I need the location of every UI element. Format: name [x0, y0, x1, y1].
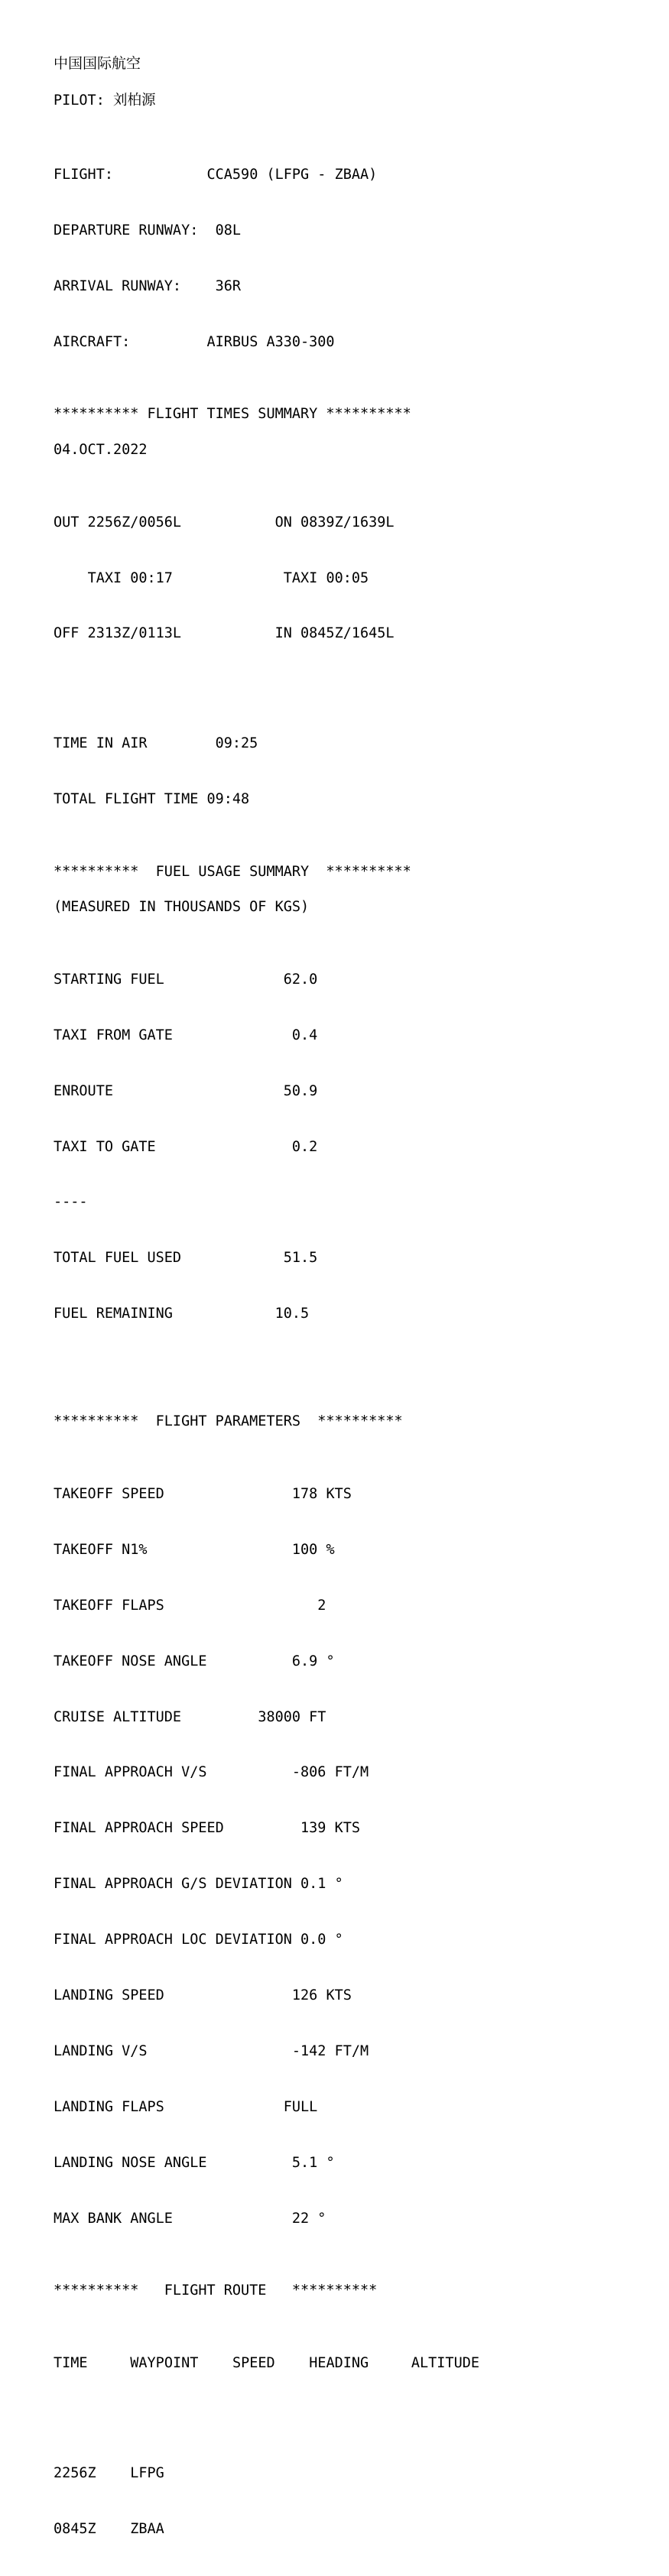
route-row — [54, 2520, 669, 2539]
departure-runway-label: DEPARTURE RUNWAY: — [54, 222, 199, 238]
flight-row — [54, 166, 669, 184]
fuel-total-row — [54, 1249, 669, 1267]
param-pad — [206, 2155, 291, 2171]
fuel-remaining-row — [54, 1305, 669, 1323]
param-gap — [300, 1709, 309, 1725]
param-unit: % — [326, 1541, 335, 1558]
flight-label: FLIGHT: — [54, 166, 113, 183]
param-row — [54, 2042, 669, 2061]
route-waypoint: ZBAA — [130, 2520, 164, 2537]
param-pad — [181, 1709, 258, 1725]
fuel-pad — [164, 972, 284, 988]
param-value: -142 — [291, 2042, 326, 2059]
param-pad — [206, 1764, 291, 1780]
param-label: TAKEOFF N1% — [54, 1541, 148, 1558]
flight-header-block — [54, 128, 669, 388]
route-col-waypoint: WAYPOINT — [130, 2355, 199, 2372]
param-value: 0.0 — [300, 1932, 326, 1948]
param-unit: FT/M — [334, 1764, 369, 1781]
off-in-pad — [181, 625, 275, 641]
param-gap — [326, 1820, 334, 1836]
param-unit: KTS — [326, 1486, 352, 1502]
param-unit: KTS — [334, 1820, 360, 1837]
param-unit: ° — [317, 2210, 326, 2227]
param-gap — [326, 1876, 334, 1892]
fuel-divider: ---- — [54, 1194, 88, 1211]
param-pad — [164, 1598, 317, 1614]
fuel-label: TAXI TO GATE — [54, 1138, 156, 1155]
param-row — [54, 1485, 669, 1504]
param-gap — [326, 1932, 334, 1948]
route-column-headers — [54, 2318, 669, 2410]
total-flight-time-row: TOTAL FLIGHT TIME 09:48 — [54, 790, 250, 807]
fuel-remaining-value: 10.5 — [274, 1306, 310, 1322]
param-label: LANDING V/S — [54, 2042, 148, 2059]
param-row — [54, 1708, 669, 1727]
param-unit: FT/M — [334, 2042, 369, 2059]
flight-parameters-table — [54, 1448, 669, 2265]
route-header-pad — [369, 2355, 411, 2371]
route-col-altitude: ALTITUDE — [411, 2355, 479, 2372]
param-gap — [326, 1598, 334, 1614]
param-unit: ° — [334, 1876, 343, 1893]
aircraft-row — [54, 333, 669, 352]
param-gap — [317, 1542, 326, 1558]
aircraft-value: AIRBUS A330-300 — [206, 333, 335, 350]
param-row — [54, 2154, 669, 2172]
param-label: TAKEOFF FLAPS — [54, 1597, 164, 1614]
route-time: 2256Z — [54, 2464, 96, 2481]
param-pad — [164, 2099, 284, 2115]
fuel-row — [54, 1082, 669, 1101]
param-value: 178 — [291, 1486, 318, 1502]
fuel-pad — [173, 1027, 292, 1043]
flight-duration-block — [54, 697, 669, 845]
param-label: TAKEOFF NOSE ANGLE — [54, 1653, 207, 1669]
taxi-row — [54, 569, 669, 588]
param-value: 5.1 — [291, 2154, 318, 2171]
param-row — [54, 1763, 669, 1782]
param-gap — [326, 2043, 334, 2059]
param-value: 22 — [291, 2210, 310, 2227]
route-col-time: TIME — [54, 2355, 88, 2372]
route-header-pad — [275, 2355, 310, 2371]
param-label: TAKEOFF SPEED — [54, 1486, 164, 1502]
route-row — [54, 2464, 669, 2483]
param-pad — [224, 1820, 300, 1836]
aircraft-label: AIRCRAFT: — [54, 333, 131, 350]
param-label: FINAL APPROACH SPEED — [54, 1820, 224, 1837]
fuel-label: STARTING FUEL — [54, 971, 164, 988]
param-value: 6.9 — [291, 1653, 318, 1669]
route-time: 0845Z — [54, 2520, 96, 2537]
arrival-runway-pad — [181, 278, 216, 294]
time-in-air-row: TIME IN AIR 09:25 — [54, 735, 258, 751]
flight-route-heading: ********** FLIGHT ROUTE ********** — [54, 2282, 378, 2299]
route-col-speed: SPEED — [232, 2355, 275, 2372]
param-value: 100 — [291, 1541, 318, 1558]
param-label: FINAL APPROACH V/S — [54, 1764, 207, 1781]
route-header-pad — [88, 2355, 131, 2371]
route-table — [54, 2427, 669, 2575]
pilot-line: PILOT: 刘柏源 — [54, 92, 156, 109]
airline-name: 中国国际航空 — [54, 55, 141, 72]
param-row — [54, 2210, 669, 2228]
departure-runway-row — [54, 222, 669, 240]
param-gap — [309, 2211, 317, 2227]
param-value: FULL — [283, 2098, 318, 2115]
fuel-pad — [113, 1083, 284, 1099]
param-value: 38000 — [258, 1708, 301, 1725]
fuel-label: ENROUTE — [54, 1082, 113, 1099]
flight-pad — [113, 167, 207, 183]
fuel-total-pad — [181, 1250, 284, 1266]
departure-runway-pad — [198, 222, 215, 238]
flight-value: CCA590 (LFPG - ZBAA) — [206, 166, 378, 183]
param-unit: ° — [326, 2154, 335, 2171]
arrival-runway-label: ARRIVAL RUNWAY: — [54, 277, 182, 294]
taxi-out-pad — [54, 570, 88, 586]
param-pad — [292, 1876, 300, 1892]
param-pad — [164, 1987, 292, 2003]
param-row — [54, 1931, 669, 1949]
route-col-heading: HEADING — [309, 2355, 369, 2372]
param-unit: KTS — [326, 1987, 352, 2004]
off-time: OFF 2313Z/0113L — [54, 625, 182, 642]
fuel-row — [54, 1027, 669, 1045]
param-row — [54, 1653, 669, 1671]
route-pad — [96, 2521, 131, 2537]
param-label: FINAL APPROACH LOC DEVIATION — [54, 1932, 292, 1948]
flight-times-heading: ********** FLIGHT TIMES SUMMARY ********** — [54, 406, 411, 423]
fuel-remaining-label: FUEL REMAINING — [54, 1306, 173, 1322]
section-spacer — [54, 1377, 669, 1413]
param-row — [54, 1875, 669, 1893]
in-time: IN 0845Z/1645L — [274, 625, 395, 642]
flight-times-block — [54, 476, 669, 680]
param-gap — [317, 1987, 326, 2003]
fuel-value: 0.4 — [291, 1027, 318, 1043]
param-value: 139 — [300, 1820, 326, 1837]
fuel-value: 62.0 — [283, 971, 318, 988]
route-pad — [96, 2465, 131, 2481]
off-in-row — [54, 625, 669, 643]
arrival-runway-value: 36R — [215, 277, 242, 294]
departure-runway-value: 08L — [215, 222, 242, 238]
fuel-total-label: TOTAL FUEL USED — [54, 1250, 182, 1267]
param-pad — [206, 1653, 291, 1669]
param-pad — [292, 1932, 300, 1948]
fuel-pad — [156, 1139, 292, 1155]
param-row — [54, 1597, 669, 1615]
param-pad — [148, 1542, 292, 1558]
param-value: 126 — [291, 1987, 318, 2004]
fuel-total-value: 51.5 — [283, 1250, 318, 1267]
param-value: 0.1 — [300, 1876, 326, 1893]
aircraft-pad — [130, 334, 206, 350]
out-on-row — [54, 514, 669, 532]
param-pad — [148, 2043, 292, 2059]
fuel-table — [54, 933, 669, 1361]
param-label: LANDING FLAPS — [54, 2098, 164, 2115]
param-gap — [326, 1764, 334, 1780]
out-on-pad — [181, 514, 275, 530]
param-value: -806 — [291, 1764, 326, 1781]
param-pad — [164, 1486, 292, 1502]
param-unit: FT — [309, 1708, 326, 1725]
param-label: MAX BANK ANGLE — [54, 2210, 173, 2227]
route-waypoint: LFPG — [130, 2464, 164, 2481]
param-unit: ° — [326, 1653, 335, 1669]
param-row — [54, 2098, 669, 2117]
param-label: FINAL APPROACH G/S DEVIATION — [54, 1876, 292, 1893]
fuel-usage-heading: ********** FUEL USAGE SUMMARY ********** — [54, 863, 411, 880]
fuel-units-note: (MEASURED IN THOUSANDS OF KGS) — [54, 898, 310, 915]
taxi-pad — [173, 570, 284, 586]
fuel-row — [54, 971, 669, 989]
taxi-in-time: TAXI 00:05 — [283, 569, 369, 586]
flight-date: 04.OCT.2022 — [54, 441, 148, 458]
param-row — [54, 1819, 669, 1838]
fuel-value: 0.2 — [291, 1138, 318, 1155]
fuel-value: 50.9 — [283, 1082, 318, 1099]
on-time: ON 0839Z/1639L — [274, 514, 395, 530]
fuel-row — [54, 1138, 669, 1157]
param-label: CRUISE ALTITUDE — [54, 1708, 182, 1725]
param-gap — [317, 1653, 326, 1669]
param-label: LANDING NOSE ANGLE — [54, 2154, 207, 2171]
route-header-pad — [198, 2355, 232, 2371]
taxi-out-time: TAXI 00:17 — [87, 569, 173, 586]
out-time: OUT 2256Z/0056L — [54, 514, 182, 530]
param-pad — [173, 2211, 292, 2227]
param-row — [54, 1987, 669, 2005]
flight-parameters-heading: ********** FLIGHT PARAMETERS ********** — [54, 1413, 403, 1430]
param-label: LANDING SPEED — [54, 1987, 164, 2004]
fuel-label: TAXI FROM GATE — [54, 1027, 173, 1043]
fuel-remaining-pad — [173, 1306, 275, 1322]
param-gap — [317, 1486, 326, 1502]
param-row — [54, 1541, 669, 1559]
arrival-runway-row — [54, 277, 669, 296]
param-unit: ° — [334, 1932, 343, 1948]
param-gap — [317, 2155, 326, 2171]
route-header-row — [54, 2354, 669, 2373]
param-value: 2 — [317, 1597, 326, 1614]
